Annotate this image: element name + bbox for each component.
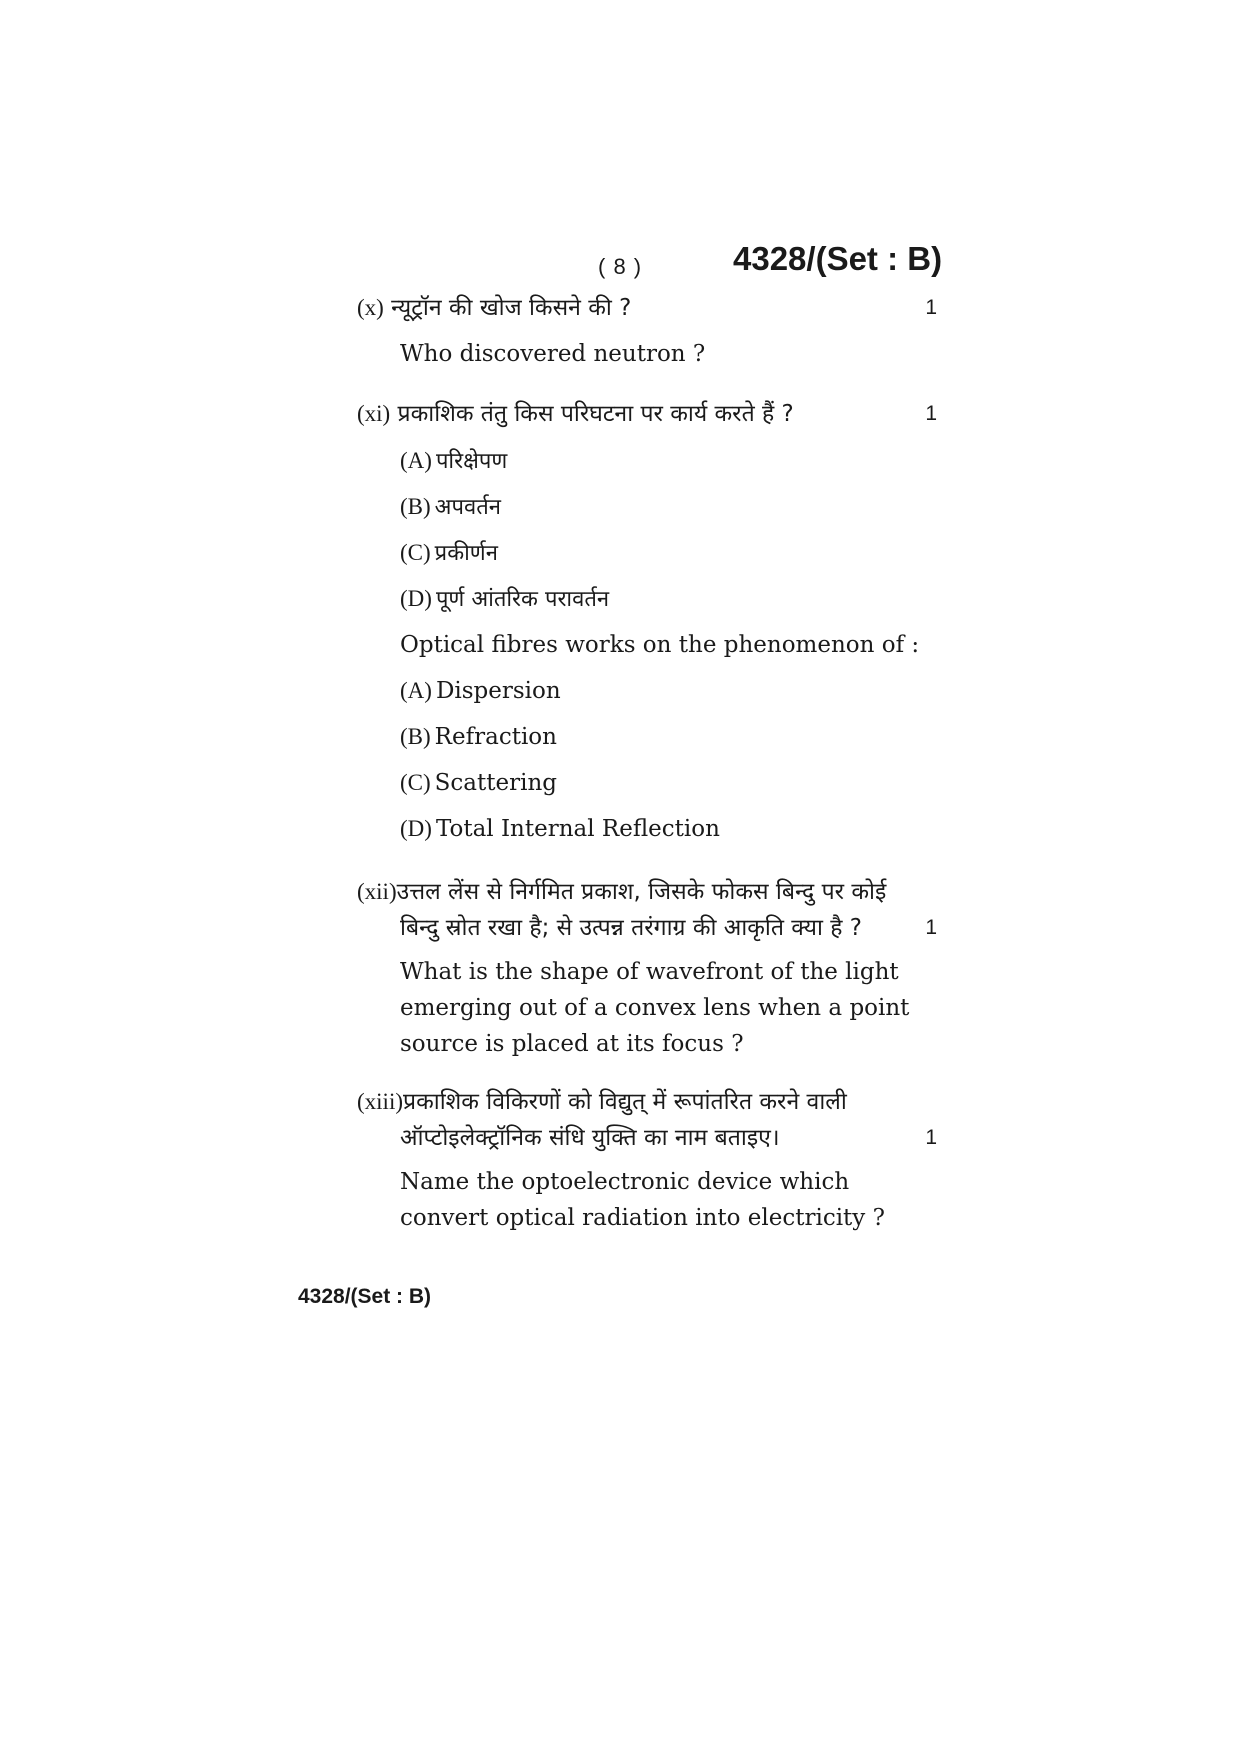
question-text-hindi: ऑप्टोइलेक्ट्रॉनिक संधि युक्ति का नाम बताइए। <box>400 1125 780 1151</box>
option-hindi-b <box>400 484 937 530</box>
question-text-english-line: Optical fibres works on the phenomenon of : <box>400 632 920 658</box>
option-english-d <box>400 806 937 852</box>
option-label: (D) <box>400 586 432 611</box>
question-text-english: What is the shape of wavefront of the light emerging out of a convex lens when a point source is placed at its focus ? <box>400 959 910 1057</box>
option-label: (A) <box>400 678 432 703</box>
option-hindi-d <box>400 576 937 622</box>
option-english-a <box>400 668 937 714</box>
option-text: Scattering <box>434 770 558 796</box>
option-text: Refraction <box>434 724 557 750</box>
options-english <box>357 668 937 852</box>
option-label: (A) <box>400 448 432 473</box>
paper-code-footer: 4328/(Set : B) <box>298 1285 432 1308</box>
question-text-hindi: न्यूट्रॉन की खोज किसने की ? <box>391 295 632 321</box>
option-hindi-c <box>400 530 937 576</box>
option-label: (C) <box>400 540 431 565</box>
options-hindi <box>357 438 937 622</box>
option-text: Dispersion <box>435 678 561 704</box>
question-text-english: Who discovered neutron ? <box>400 341 706 367</box>
option-hindi-a <box>400 438 937 484</box>
paper-code-header: 4328/(Set : B) <box>733 240 943 277</box>
option-label: (B) <box>400 494 431 519</box>
question-number: (xi) <box>357 401 391 426</box>
question-xiii-hindi-line2 <box>400 1120 937 1156</box>
question-xi <box>357 396 937 852</box>
option-text: प्रकीर्णन <box>434 541 498 566</box>
option-label: (C) <box>400 770 431 795</box>
question-xii <box>357 874 937 1062</box>
option-english-c <box>400 760 937 806</box>
marks: 1 <box>925 402 937 425</box>
question-xii-hindi-line1 <box>357 874 937 910</box>
option-text: Total Internal Reflection <box>435 816 720 842</box>
question-x <box>357 290 937 372</box>
question-number: (xiii) <box>357 1089 403 1114</box>
question-number: (xii) <box>357 879 397 904</box>
marks: 1 <box>925 296 937 319</box>
question-text-hindi: प्रकाशिक विकिरणों को विद्युत् में रूपांतरित करने वाली <box>403 1089 847 1115</box>
question-xii-hindi-line2 <box>400 910 937 946</box>
option-text: परिक्षेपण <box>435 449 508 474</box>
option-text: पूर्ण आंतरिक परावर्तन <box>435 587 610 612</box>
question-text-english <box>400 622 937 668</box>
option-english-b <box>400 714 937 760</box>
question-xi-hindi <box>357 396 937 432</box>
question-x-hindi <box>357 290 937 326</box>
page-number: ( 8 ) <box>598 254 643 279</box>
marks: 1 <box>925 916 937 939</box>
option-text: अपवर्तन <box>434 495 501 520</box>
question-text-hindi: बिन्दु स्रोत रखा है; से उत्पन्न तरंगाग्र की आकृति क्या है ? <box>400 915 862 941</box>
option-label: (D) <box>400 816 432 841</box>
question-number: (x) <box>357 295 384 320</box>
question-text-hindi: उत्तल लेंस से निर्गमित प्रकाश, जिसके फोकस बिन्दु पर कोई <box>396 879 887 905</box>
question-text-hindi: प्रकाशिक तंतु किस परिघटना पर कार्य करते हैं ? <box>397 401 794 427</box>
marks: 1 <box>925 1126 937 1149</box>
question-text-english: Name the optoelectronic device which convert optical radiation into electricity ? <box>400 1169 885 1231</box>
question-xiii-hindi-line1 <box>357 1084 937 1120</box>
question-xiii <box>357 1084 937 1236</box>
option-label: (B) <box>400 724 431 749</box>
